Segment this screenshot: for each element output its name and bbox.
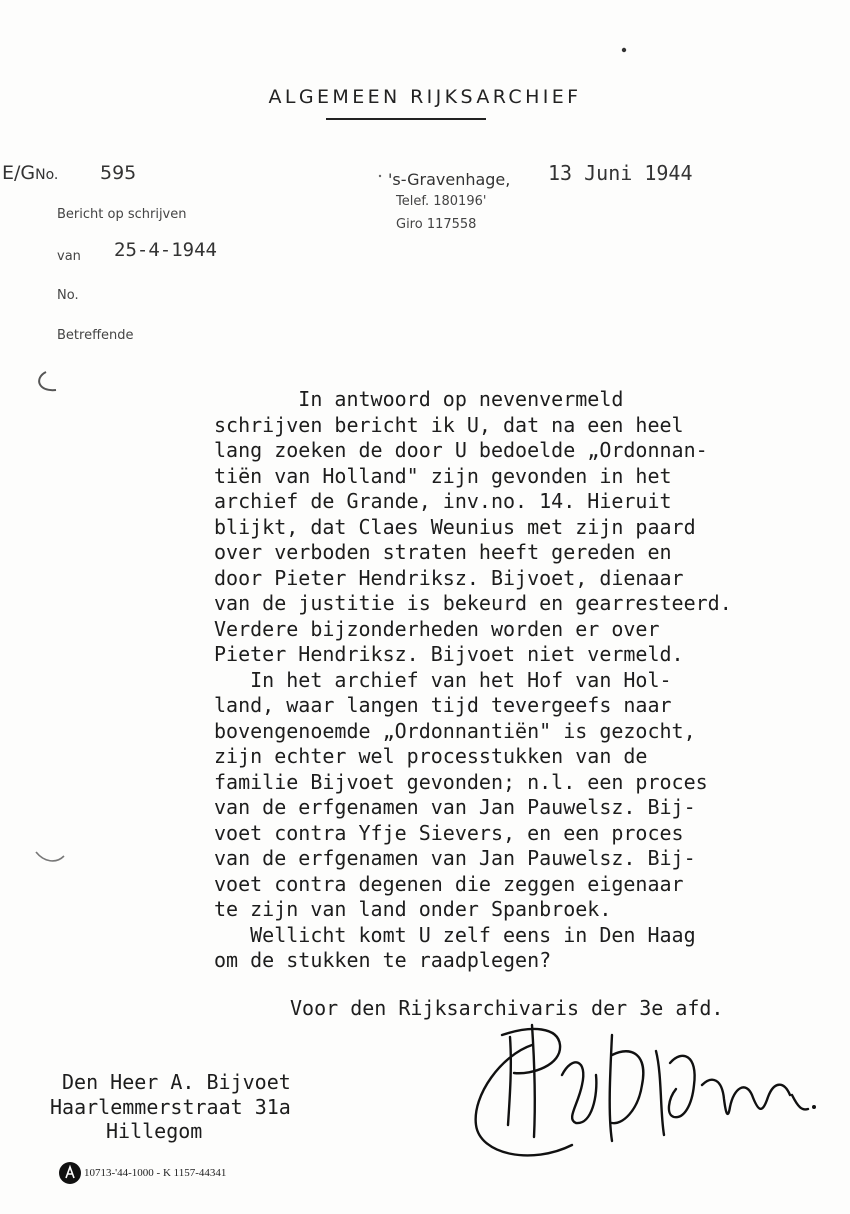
sender-telephone: Telef. 180196'	[396, 194, 487, 209]
ink-speck	[379, 175, 381, 177]
body-line: voet contra degenen die zeggen eigenaar	[214, 871, 684, 896]
body-line: van de justitie is bekeurd en gearresteerd.	[214, 591, 732, 615]
body-line: Pieter Hendriksz. Bijvoet niet vermeld.	[214, 642, 684, 666]
paper-crease-mark	[39, 372, 56, 390]
body-line: land, waar langen tijd tevergeefs naar	[214, 693, 672, 717]
bericht-label: Bericht op schrijven	[57, 207, 187, 222]
van-label: van	[57, 249, 81, 264]
body-line: archief de Grande, inv.no. 14. Hieruit	[214, 489, 672, 513]
body-line: zijn echter wel processtukken van de	[214, 744, 648, 768]
recipient-street: Haarlemmerstraat 31a	[50, 1095, 291, 1119]
letter-body	[214, 387, 732, 974]
recipient-name: Den Heer A. Bijvoet	[62, 1070, 291, 1094]
body-line: bovengenoemde „Ordonnantiën" is gezocht,	[214, 718, 696, 743]
body-line: In antwoord op nevenvermeld	[214, 387, 624, 411]
footer-print-code: 10713-'44-1000 - K 1157-44341	[84, 1167, 227, 1179]
reference-no-label: No.	[35, 167, 59, 183]
body-line: lang zoeken de door U bedoelde „Ordonnan-	[214, 438, 708, 462]
sender-giro: Giro 117558	[396, 217, 477, 232]
letterhead-title: ALGEMEEN RIJKSARCHIEF	[268, 86, 582, 108]
body-line: In het archief van het Hof van Hol-	[214, 667, 672, 692]
letter-date: 13 Juni 1944	[548, 161, 693, 185]
body-line: om de stukken te raadplegen?	[214, 948, 552, 972]
body-line: door Pieter Hendriksz. Bijvoet, dienaar	[214, 565, 684, 590]
recipient-town: Hillegom	[106, 1119, 203, 1143]
sender-city: 's-Gravenhage,	[388, 170, 511, 189]
letterhead-rule	[326, 118, 486, 120]
body-line: van de erfgenamen van Jan Pauwelsz. Bij-	[214, 795, 696, 819]
ink-speck	[622, 48, 626, 52]
paper-crease-mark	[36, 852, 64, 861]
reference-number: 595	[100, 162, 137, 184]
printer-logo-icon	[58, 1161, 82, 1185]
body-line: over verboden straten heeft gereden en	[214, 540, 672, 564]
body-line: Verdere bijzonderheden worden er over	[214, 616, 660, 641]
body-line: te zijn van land onder Spanbroek.	[214, 897, 612, 921]
body-line: tiën van Holland" zijn gevonden in het	[214, 463, 672, 488]
no-label: No.	[57, 288, 79, 303]
van-date: 25-4-1944	[114, 239, 217, 261]
body-line: familie Bijvoet gevonden; n.l. een proces	[214, 769, 708, 794]
reference-prefix	[2, 162, 58, 184]
signoff-line: Voor den Rijksarchivaris der 3e afd.	[290, 996, 724, 1020]
body-line: voet contra Yfje Sievers, en een proces	[214, 820, 684, 845]
body-line: van de erfgenamen van Jan Pauwelsz. Bij-	[214, 846, 696, 870]
body-line: blijkt, dat Claes Weunius met zijn paard	[214, 514, 696, 539]
reference-letters: E/G	[2, 162, 36, 184]
body-line: schrijven bericht ik U, dat na een heel	[214, 412, 684, 437]
betreffende-label: Betreffende	[57, 328, 134, 343]
body-line: Wellicht komt U zelf eens in Den Haag	[214, 922, 696, 947]
handwritten-signature	[462, 1015, 822, 1165]
